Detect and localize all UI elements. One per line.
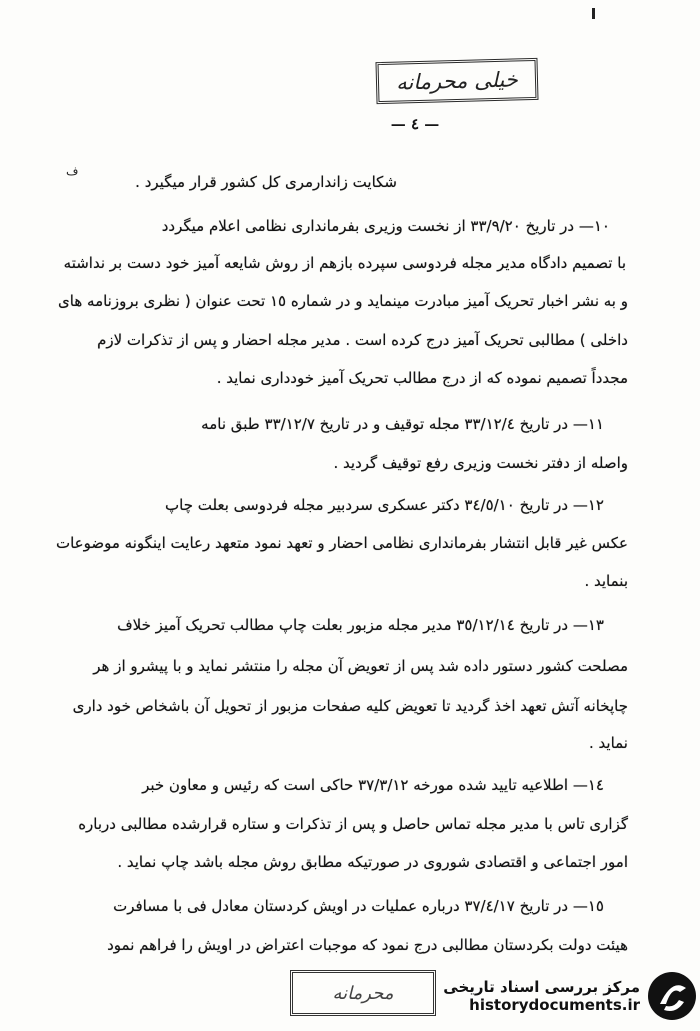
text-line: ١٥— در تاریخ ٣٧/٤/١٧ درباره عملیات در اویش کردستان معادل فی با مسافرت bbox=[113, 897, 604, 915]
text-line: و به نشر اخبار تحریک آمیز مبادرت مینماید و در شماره ١٥ تحت عنوان ( نظری بروزنامه های bbox=[58, 292, 628, 310]
page-number: — ٤ — bbox=[390, 115, 440, 133]
text-line: گزاری تاس با مدیر مجله تماس حاصل و پس از تذکرات و ستاره قرارشده مطالبی درباره bbox=[78, 815, 628, 833]
classification-stamp-bottom: محرمانه bbox=[290, 970, 436, 1016]
text-line: عکس غیر قابل انتشار بفرمانداری نظامی احضار و تعهد نمود متعهد رعایت اینگونه موضوعات bbox=[55, 534, 628, 552]
classification-stamp: خیلی محرمانه bbox=[375, 58, 538, 104]
margin-mark: ف bbox=[66, 164, 79, 178]
text-line: ١٤— اطلاعیه تایید شده مورخه ٣٧/٣/١٢ حاکی است که رئیس و معاون خبر bbox=[142, 776, 604, 794]
text-line: مجدداً تصمیم نموده که از درج مطالب تحریک آمیز خودداری نماید . bbox=[216, 369, 628, 387]
text-line: داخلی ) مطالبی تحریک آمیز درج کرده است . مدیر مجله احضار و پس از تذکرات لازم bbox=[97, 331, 628, 349]
text-line: چاپخانه آتش تعهد اخذ گردید تا تعویض کلیه صفحات مزبور از تحویل آن باشخاص خود داری bbox=[72, 697, 628, 715]
watermark-url: historydocuments.ir bbox=[469, 996, 640, 1014]
text-line: مصلحت کشور دستور داده شد پس از تعویض آن مجله را منتشر نماید و با پیشرو از هر bbox=[93, 657, 628, 675]
text-line: هیئت دولت بکردستان مطالبی درج نمود که موجبات اعتراض در اویش را فراهم نمود bbox=[107, 936, 628, 954]
text-line: ١٠— در تاریخ ٣٣/٩/٢٠ از نخست وزیری بفرمانداری نظامی اعلام میگردد bbox=[161, 217, 610, 235]
archive-logo-icon bbox=[646, 970, 698, 1022]
text-line: واصله از دفتر نخست وزیری رفع توقیف گردید . bbox=[333, 454, 628, 472]
watermark-title: مرکز بررسی اسناد تاریخی bbox=[443, 978, 640, 996]
text-line: ١٢— در تاریخ ٣٤/٥/١٠ دکتر عسکری سردبیر مجله فردوسی بعلت چاپ bbox=[165, 496, 604, 514]
text-line: امور اجتماعی و اقتصادی شوروی در صورتیکه مطابق روش مجله باشد چاپ نماید . bbox=[117, 853, 628, 871]
text-line: ١٣— در تاریخ ٣٥/١٢/١٤ مدیر مجله مزبور بعلت چاپ مطالب تحریک آمیز خلاف bbox=[117, 616, 604, 634]
text-line: نماید . bbox=[588, 734, 628, 752]
text-line: با تصمیم دادگاه مدیر مجله فردوسی سپرده بازهم از روش شایعه آمیز خود دست بر نداشته bbox=[63, 254, 626, 272]
text-line: بنماید . bbox=[584, 572, 628, 590]
text-line: ١١— در تاریخ ٣٣/١٢/٤ مجله توقیف و در تاریخ ٣٣/١٢/٧ طبق نامه bbox=[201, 415, 604, 433]
text-line: شکایت زاندارمری کل کشور قرار میگیرد . bbox=[135, 173, 397, 191]
ink-mark bbox=[592, 8, 595, 19]
watermark bbox=[430, 965, 698, 1027]
